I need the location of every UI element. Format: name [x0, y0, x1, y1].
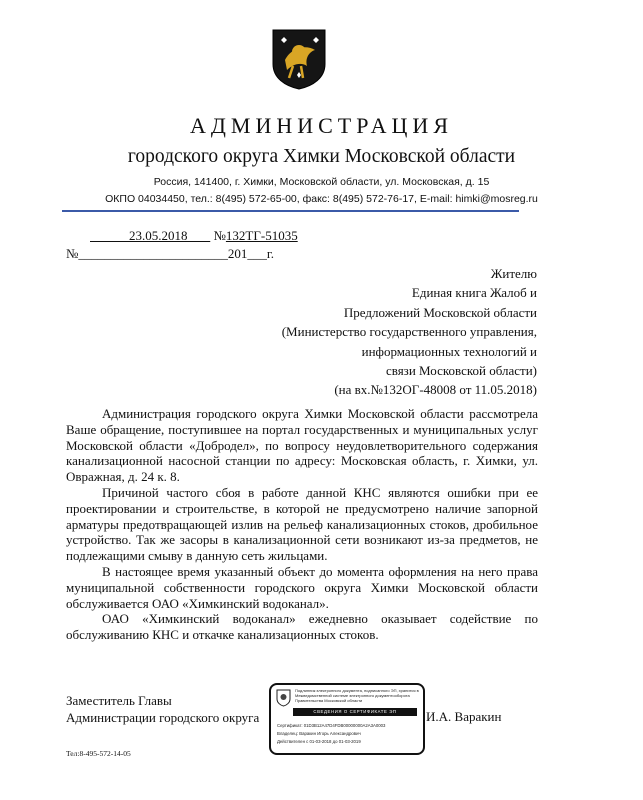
addressee-line: (Министерство государственного управления,: [281, 324, 537, 340]
addressee-line: связи Московской области): [385, 363, 537, 379]
stamp-banner: СВЕДЕНИЯ О СЕРТИФИКАТЕ ЭП: [293, 708, 417, 716]
organization-title: АДМИНИСТРАЦИЯ: [190, 113, 453, 138]
body-paragraph: Администрация городского округа Химки Московской области рассмотрела Ваше обращение, поступившее на портал государственных и муниципальных услуг Московской области «Добродел», по вопросу неудовлетворительного содержания канализационной насосной станции по адресу: Московская область, г. Химки, ул. Овражная, д. 24 к. 8.: [66, 406, 538, 485]
registration-line: [90, 228, 298, 244]
stamp-description: Подлинник электронного документа, подписанного ЭП, хранится в Межведомственной системе электронного документооборота Правительства Московской области: [295, 688, 419, 703]
registration-date: 23.05.2018: [129, 228, 188, 243]
contact-address: Россия, 141400, г. Химки, Московской области, ул. Московская, д. 15: [153, 176, 490, 188]
letter-body: [66, 406, 538, 643]
header-divider: [62, 210, 519, 212]
addressee-line: (на вх.№132ОГ-48008 от 11.05.2018): [334, 382, 537, 398]
addressee-line: информационных технологий и: [361, 343, 537, 359]
moscow-region-seal-icon: [276, 689, 291, 707]
registration-number-sign: №: [213, 228, 226, 243]
addressee-line: Предложений Московской области: [343, 304, 537, 320]
addressee-line: Единая книга Жалоб и: [411, 285, 537, 301]
khimki-coat-of-arms-icon: [271, 28, 327, 90]
organization-subtitle: городского округа Химки Московской области: [127, 146, 516, 167]
stamp-validity: Действителен с 01-03-2018 до 01-03-2019: [277, 739, 361, 744]
stamp-certificate: Сертификат: 01D3B12A47D4FDB00000000A2A3A0003: [277, 723, 386, 728]
contact-details: ОКПО 04034450, тел.: 8(495) 572-65-00, факс: 8(495) 572-76-17, E-mail: himki@mosreg.ru: [105, 193, 538, 205]
number-template-line: №_______________________201___г.: [66, 246, 275, 261]
position-line: Администрации городского округа: [66, 710, 260, 725]
footer-phone: Тел:8-495-572-14-05: [66, 749, 131, 758]
body-paragraph: ОАО «Химкинский водоканал» ежедневно оказывает содействие по обслуживанию КНС и откачке канализационных стоков.: [66, 611, 538, 643]
addressee-block: [282, 264, 537, 400]
body-paragraph: В настоящее время указанный объект до момента оформления на него права муниципальной собственности городского округа Химки Московской области обслуживается ОАО «Химкинский водоканал».: [66, 563, 538, 611]
body-paragraph: Причиной частого сбоя в работе данной КНС являются ошибки при ее проектировании и строительстве, в которой не предусмотрено наличие запорной арматуры предотвращающей излив на рельеф канализационных стоков, дробильное устройство. Так же засоры в канализационной сети возникают из-за предметов, не подлежащими смыву в данную сеть жильцами.: [66, 484, 538, 564]
signatory-position: [66, 692, 259, 726]
position-line: Заместитель Главы: [66, 693, 172, 708]
electronic-signature-stamp: [269, 683, 425, 755]
registration-number: 132ТГ-51035: [225, 228, 298, 243]
stamp-owner: Владелец: Варакин Игорь Александрович: [277, 731, 361, 736]
addressee-line: Жителю: [490, 266, 537, 281]
signatory-name: И.А. Варакин: [426, 709, 502, 724]
